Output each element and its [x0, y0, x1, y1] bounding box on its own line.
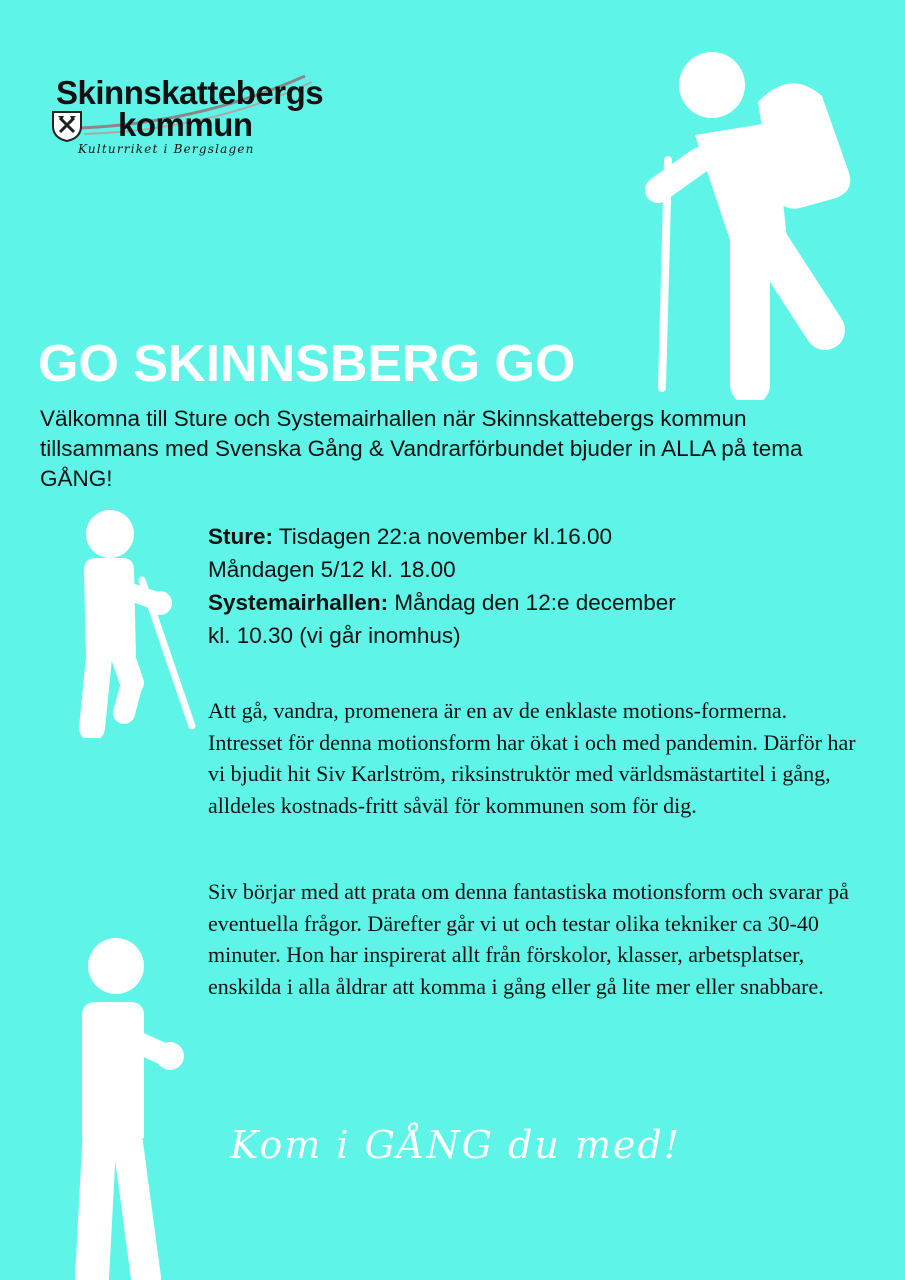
body-paragraph-2: Siv börjar med att prata om denna fantastiska motionsform och svarar på eventuella frågor. Därefter går vi ut och testar olika tekniker ca 30-40 minuter. Hon har inspirerat allt från förskolor, klasser, arbetsplatser, enskilda i alla åldrar att komma i gång eller gå lite mer eller snabbare. — [208, 879, 849, 999]
sture-row — [208, 520, 848, 553]
sture-date2: Måndagen 5/12 kl. 18.00 — [208, 557, 456, 582]
systemair-label: Systemairhallen: — [208, 590, 389, 615]
page-title: GO SKINNSBERG GO — [38, 335, 576, 393]
hiker-backpack-icon — [640, 40, 870, 400]
logo-name-line2: kommun — [118, 106, 253, 143]
sture-label: Sture: — [208, 524, 274, 549]
body-paragraph-1: Att gå, vandra, promenera är en av de enklaste motions-formerna. Intresset för denna motionsform har ökat i och med pandemin. Därför har vi bjudit hit Siv Karlström, riksinstruktör med världsmästartitel i gång, alldeles kostnads-fritt såväl för kommunen som för dig. — [208, 698, 856, 818]
intro-text: Välkomna till Sture och Systemairhallen när Skinnskattebergs kommun tillsammans med Svenska Gång & Vandrarförbundet bjuder in ALLA på tema GÅNG! — [40, 406, 803, 491]
logo-name-line1: Skinnskattebergs — [56, 74, 324, 111]
slogan: Kom i GÅNG du med! — [230, 1123, 682, 1167]
systemair-row — [208, 586, 848, 619]
systemair-date: Måndag den 12:e december — [388, 590, 676, 615]
municipality-logo — [50, 68, 324, 168]
walker-icon — [68, 938, 198, 1280]
walker-with-stick-icon — [62, 508, 212, 738]
logo-tagline: Kulturriket i Bergslagen — [78, 142, 255, 156]
sture-date1: Tisdagen 22:a november kl.16.00 — [273, 524, 612, 549]
coat-of-arms-icon — [50, 110, 84, 142]
systemair-time: kl. 10.30 (vi går inomhus) — [208, 623, 461, 648]
schedule — [208, 520, 848, 652]
